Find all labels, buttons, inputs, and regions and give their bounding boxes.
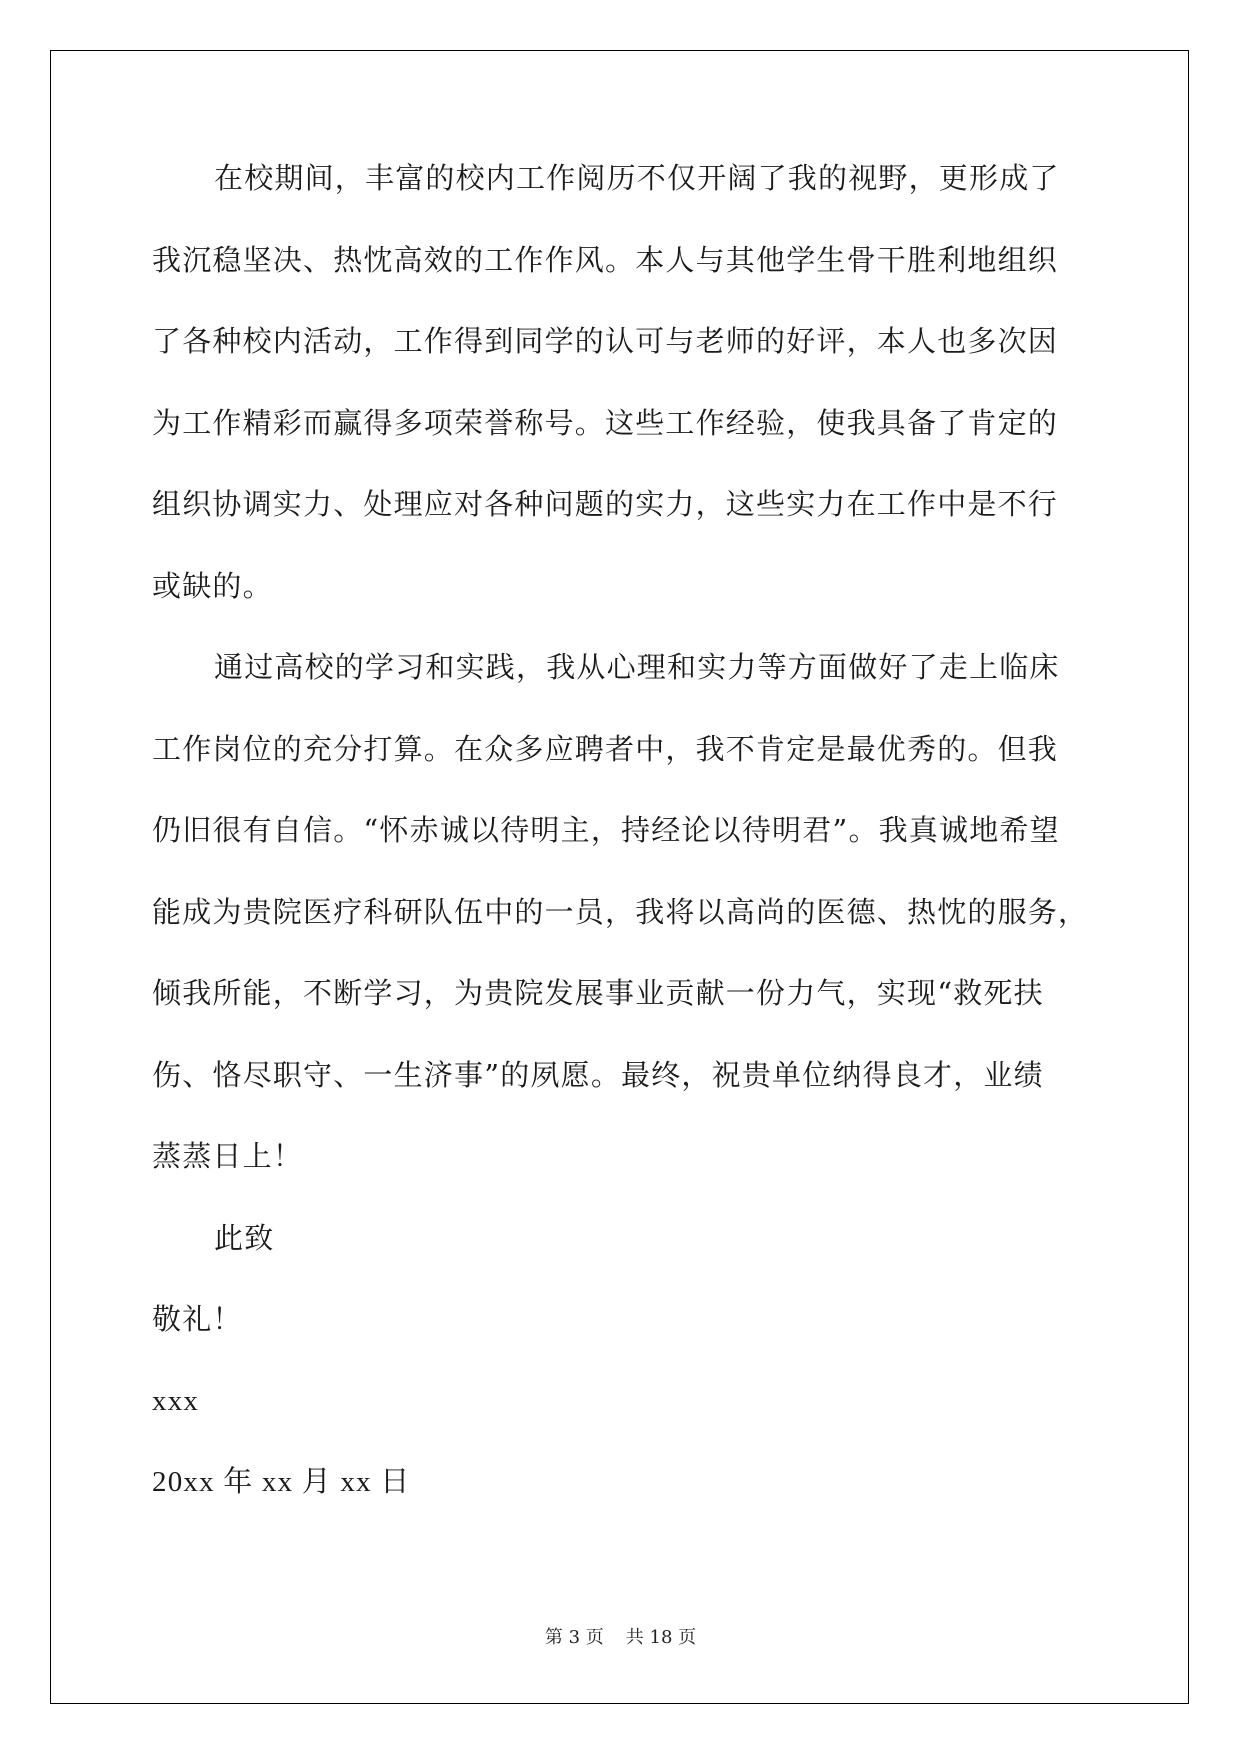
page-total: 共 18 页 bbox=[625, 1627, 697, 1648]
salutation: 敬礼！ bbox=[152, 1302, 243, 1336]
paragraph-line: 在校期间，丰富的校内工作阅历不仅开阔了我的视野，更形成了 bbox=[214, 161, 1060, 195]
page-footer bbox=[0, 1626, 1241, 1650]
paragraph-line: 仍旧很有自信。“怀赤诚以待明主，持经论以待明君”。我真诚地希望 bbox=[152, 813, 1060, 847]
page-number: 第 3 页 bbox=[544, 1627, 604, 1648]
paragraph-line: 蒸蒸日上！ bbox=[152, 1139, 304, 1173]
paragraph-line: 工作岗位的充分打算。在众多应聘者中，我不肯定是最优秀的。但我 bbox=[152, 731, 1059, 766]
paragraph-line: 为工作精彩而赢得多项荣誉称号。这些工作经验，使我具备了肯定的 bbox=[152, 405, 1059, 440]
letter-date: 20xx 年 xx 月 xx 日 bbox=[152, 1466, 411, 1498]
closing-phrase: 此致 bbox=[214, 1220, 275, 1255]
paragraph-line: 能成为贵院医疗科研队伍中的一员，我将以高尚的医德、热忱的服务， bbox=[152, 894, 1089, 929]
signature: xxx bbox=[152, 1384, 200, 1417]
paragraph-line: 伤、恪尽职守、一生济事”的夙愿。最终，祝贵单位纳得良才，业绩 bbox=[152, 1057, 1044, 1092]
paragraph-line: 或缺的。 bbox=[152, 568, 273, 603]
paragraph-line: 通过高校的学习和实践，我从心理和实力等方面做好了走上临床 bbox=[214, 650, 1060, 684]
letter-body bbox=[152, 158, 1092, 1544]
paragraph-line: 了各种校内活动，工作得到同学的认可与老师的好评，本人也多次因 bbox=[152, 324, 1059, 358]
paragraph-line: 组织协调实力、处理应对各种问题的实力，这些实力在工作中是不行 bbox=[152, 487, 1059, 521]
paragraph-line: 倾我所能，不断学习，为贵院发展事业贡献一份力气，实现“救死扶 bbox=[152, 976, 1044, 1010]
paragraph-line: 我沉稳坚决、热忱高效的工作作风。本人与其他学生骨干胜利地组织 bbox=[152, 242, 1059, 277]
